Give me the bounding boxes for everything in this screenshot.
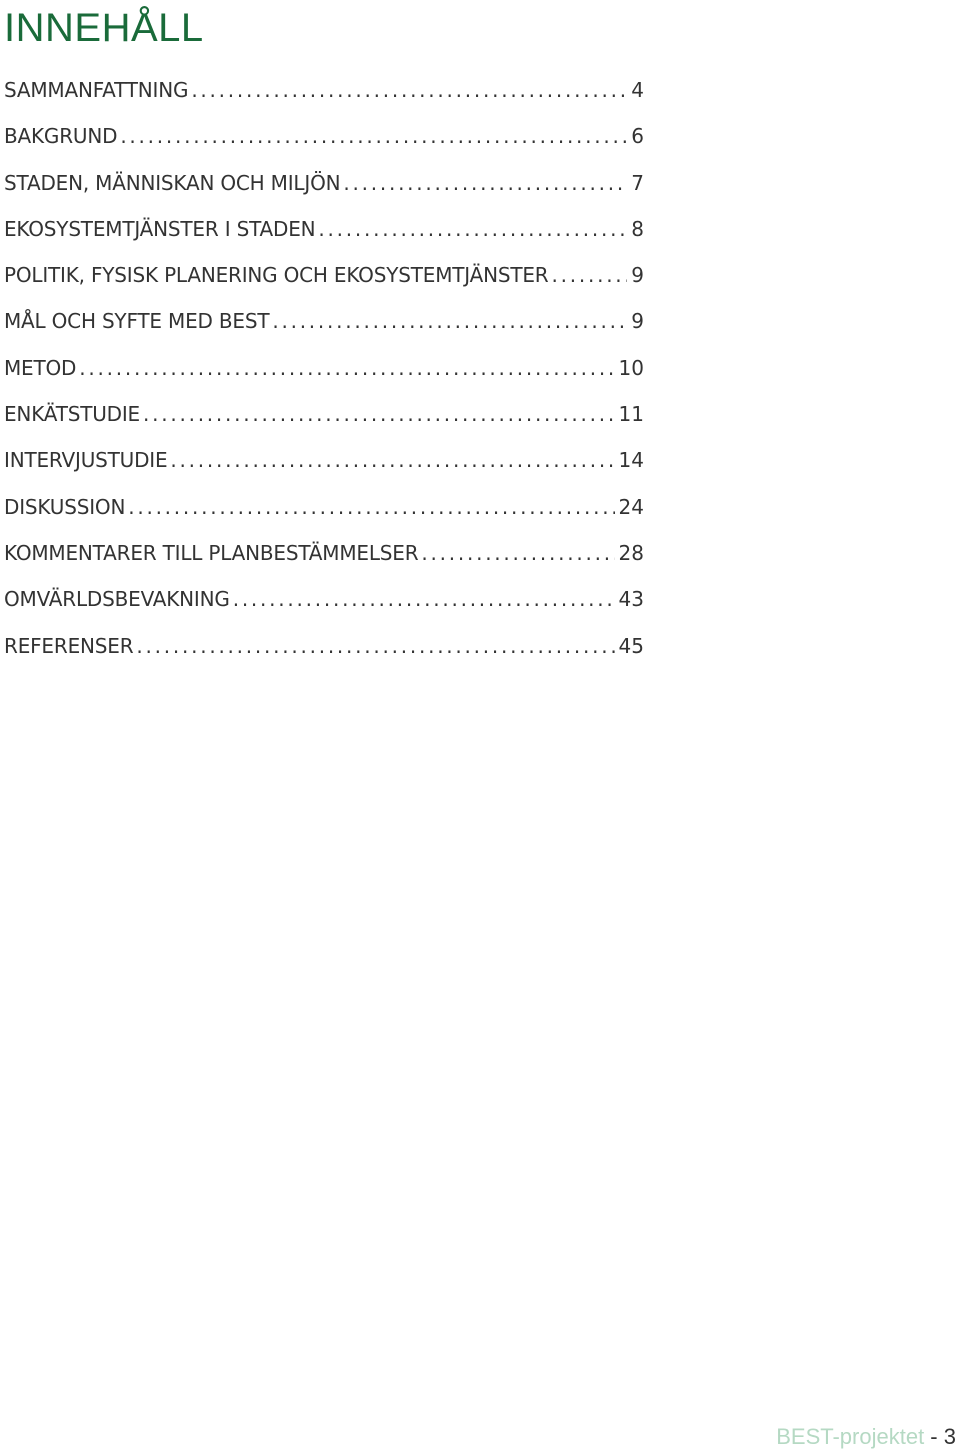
toc-entry-page: 4 (631, 78, 644, 102)
footer-page-number: 3 (943, 1424, 956, 1449)
toc-entry[interactable] (4, 120, 644, 166)
toc-dot-leader (230, 583, 615, 615)
toc-dot-leader (133, 630, 614, 662)
toc-entry[interactable] (4, 630, 644, 676)
toc-entry-title: STADEN, MÄNNISKAN OCH MILJÖN (4, 170, 341, 195)
page-footer (776, 1423, 956, 1451)
toc-entry[interactable] (4, 305, 644, 351)
toc-entry-page: 11 (618, 402, 644, 427)
toc-entry-title: BAKGRUND (4, 124, 118, 149)
toc-dot-leader (549, 259, 628, 291)
toc-entry-page: 14 (618, 448, 644, 473)
toc-entry-title: SAMMANFATTNING (4, 78, 189, 102)
toc-entry-page: 24 (618, 494, 644, 519)
page-title: INNEHÅLL (4, 6, 204, 50)
toc-entry-page: 6 (631, 124, 644, 149)
toc-entry[interactable] (4, 259, 644, 305)
toc-entry-title: DISKUSSION (4, 494, 126, 519)
toc-entry-page: 28 (618, 540, 644, 565)
toc-entry-page: 43 (618, 587, 644, 612)
toc-entry[interactable] (4, 537, 644, 583)
toc-entry-title: POLITIK, FYSISK PLANERING OCH EKOSYSTEMTJÄNSTER (4, 263, 549, 288)
toc-entry-page: 7 (631, 170, 644, 195)
toc-dot-leader (117, 120, 627, 152)
toc-entry-page: 8 (631, 216, 644, 241)
footer-separator: - (924, 1424, 944, 1449)
toc-dot-leader (125, 491, 614, 523)
toc-entry-title: KOMMENTARER TILL PLANBESTÄMMELSER (4, 540, 419, 565)
toc-dot-leader (188, 74, 627, 106)
toc-dot-leader (315, 213, 627, 245)
toc-entry-title: REFERENSER (4, 633, 134, 658)
toc-entry[interactable] (4, 352, 644, 398)
table-of-contents (4, 74, 644, 676)
toc-entry[interactable] (4, 583, 644, 629)
toc-entry-page: 10 (618, 355, 644, 380)
toc-dot-leader (76, 352, 614, 384)
toc-entry[interactable] (4, 398, 644, 444)
toc-entry-page: 9 (631, 309, 644, 334)
toc-entry[interactable] (4, 213, 644, 259)
toc-entry[interactable] (4, 444, 644, 490)
toc-entry-title: MÅL OCH SYFTE MED BEST (4, 309, 270, 334)
toc-entry-title: ENKÄTSTUDIE (4, 402, 140, 427)
toc-dot-leader (167, 444, 614, 476)
toc-dot-leader (340, 167, 627, 199)
toc-dot-leader (140, 398, 615, 430)
toc-entry[interactable] (4, 167, 644, 213)
toc-entry[interactable] (4, 74, 644, 120)
toc-entry[interactable] (4, 491, 644, 537)
toc-dot-leader (418, 537, 614, 569)
toc-entry-title: EKOSYSTEMTJÄNSTER I STADEN (4, 216, 316, 241)
toc-entry-title: OMVÄRLDSBEVAKNING (4, 587, 230, 612)
toc-dot-leader (269, 305, 627, 337)
toc-entry-title: METOD (4, 355, 77, 380)
toc-entry-page: 45 (618, 633, 644, 658)
footer-project-name: BEST-projektet (776, 1424, 925, 1449)
toc-entry-page: 9 (631, 263, 644, 288)
toc-entry-title: INTERVJUSTUDIE (4, 448, 168, 473)
